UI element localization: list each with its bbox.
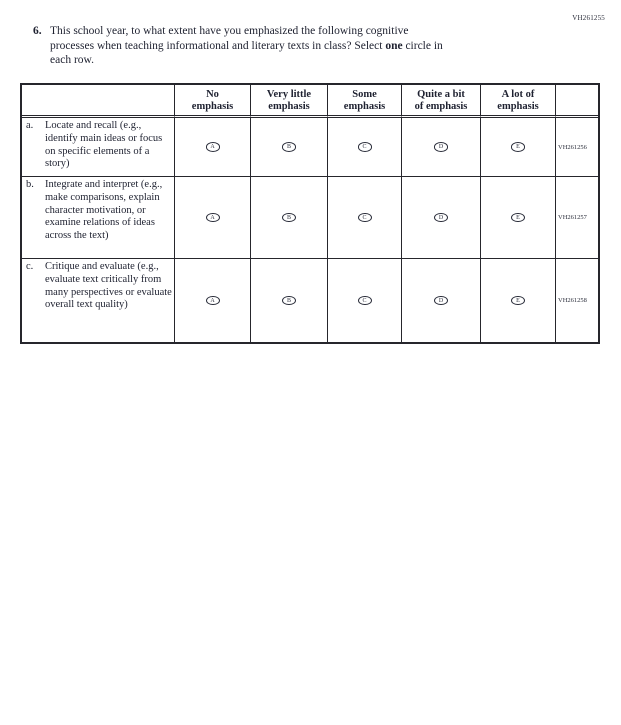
response-matrix-table — [20, 83, 600, 344]
question-bold-word: one — [385, 39, 403, 52]
answer-bubble-b-a-lot-of-emphasis[interactable]: E — [511, 213, 525, 223]
answer-bubble-c-a-lot-of-emphasis[interactable]: E — [511, 296, 525, 306]
question-text-line-3: each row. — [50, 54, 94, 66]
answer-bubble-c-no-emphasis[interactable]: A — [206, 296, 220, 306]
answer-bubble-c-very-little-emphasis[interactable]: B — [282, 296, 296, 306]
answer-bubble-a-some-emphasis[interactable]: C — [358, 142, 372, 152]
cell-c-a-lot-of-emphasis — [481, 259, 556, 342]
column-header-code-empty — [556, 85, 598, 118]
question-text-line-1: This school year, to what extent have you emphasized the following cognitive — [50, 25, 409, 37]
answer-bubble-a-no-emphasis[interactable]: A — [206, 142, 220, 152]
cell-a-quite-a-bit-of-emphasis — [402, 118, 481, 177]
table-row-b-stem — [22, 177, 175, 259]
answer-bubble-c-some-emphasis[interactable]: C — [358, 296, 372, 306]
answer-bubble-c-quite-a-bit-of-emphasis[interactable]: D — [434, 296, 448, 306]
column-header-very-little-emphasis: Very little emphasis — [251, 85, 328, 118]
row-code-c: VH261258 — [558, 297, 587, 304]
cell-c-very-little-emphasis — [251, 259, 328, 342]
answer-bubble-b-quite-a-bit-of-emphasis[interactable]: D — [434, 213, 448, 223]
row-stem-text-a: Locate and recall (e.g., identify main ideas or focus on specific elements of a story) — [45, 120, 163, 170]
answer-bubble-a-a-lot-of-emphasis[interactable]: E — [511, 142, 525, 152]
cell-b-very-little-emphasis — [251, 177, 328, 259]
row-stem-text-c: Critique and evaluate (e.g., evaluate text critically from many perspectives or evaluate overall text quality) — [45, 261, 172, 311]
answer-bubble-a-very-little-emphasis[interactable]: B — [282, 142, 296, 152]
row-label-b: b. — [26, 179, 34, 190]
cell-a-some-emphasis — [328, 118, 402, 177]
table-row-c-stem — [22, 259, 175, 342]
cell-a-a-lot-of-emphasis — [481, 118, 556, 177]
cell-c-some-emphasis — [328, 259, 402, 342]
cell-b-no-emphasis — [175, 177, 251, 259]
answer-bubble-b-very-little-emphasis[interactable]: B — [282, 213, 296, 223]
row-label-a: a. — [26, 120, 34, 131]
cell-b-quite-a-bit-of-emphasis — [402, 177, 481, 259]
cell-b-a-lot-of-emphasis — [481, 177, 556, 259]
column-header-quite-a-bit-of-emphasis: Quite a bit of emphasis — [402, 85, 481, 118]
column-header-no-emphasis: No emphasis — [175, 85, 251, 118]
answer-bubble-a-quite-a-bit-of-emphasis[interactable]: D — [434, 142, 448, 152]
page-accession-code: VH261255 — [572, 14, 605, 22]
question-number: 6. — [33, 25, 42, 37]
question-text — [33, 24, 553, 68]
question-text-line-2: processes when teaching informational and literary texts in class? Select one circle in — [50, 39, 443, 52]
cell-b-some-emphasis — [328, 177, 402, 259]
cell-a-very-little-emphasis — [251, 118, 328, 177]
table-row-a-stem — [22, 118, 175, 177]
cell-a-no-emphasis — [175, 118, 251, 177]
column-header-a-lot-of-emphasis: A lot of emphasis — [481, 85, 556, 118]
answer-bubble-b-some-emphasis[interactable]: C — [358, 213, 372, 223]
question-block — [33, 24, 553, 68]
cell-c-quite-a-bit-of-emphasis — [402, 259, 481, 342]
row-code-a: VH261256 — [556, 118, 598, 177]
row-code-b: VH261257 — [556, 177, 598, 259]
row-stem-text-b: Integrate and interpret (e.g., make comparisons, explain character motivation, or examine relations of ideas across the text) — [45, 179, 163, 242]
answer-bubble-b-no-emphasis[interactable]: A — [206, 213, 220, 223]
cell-c-no-emphasis — [175, 259, 251, 342]
row-label-c: c. — [26, 261, 34, 272]
column-header-some-emphasis: Some emphasis — [328, 85, 402, 118]
column-header-stem-empty — [22, 85, 175, 118]
